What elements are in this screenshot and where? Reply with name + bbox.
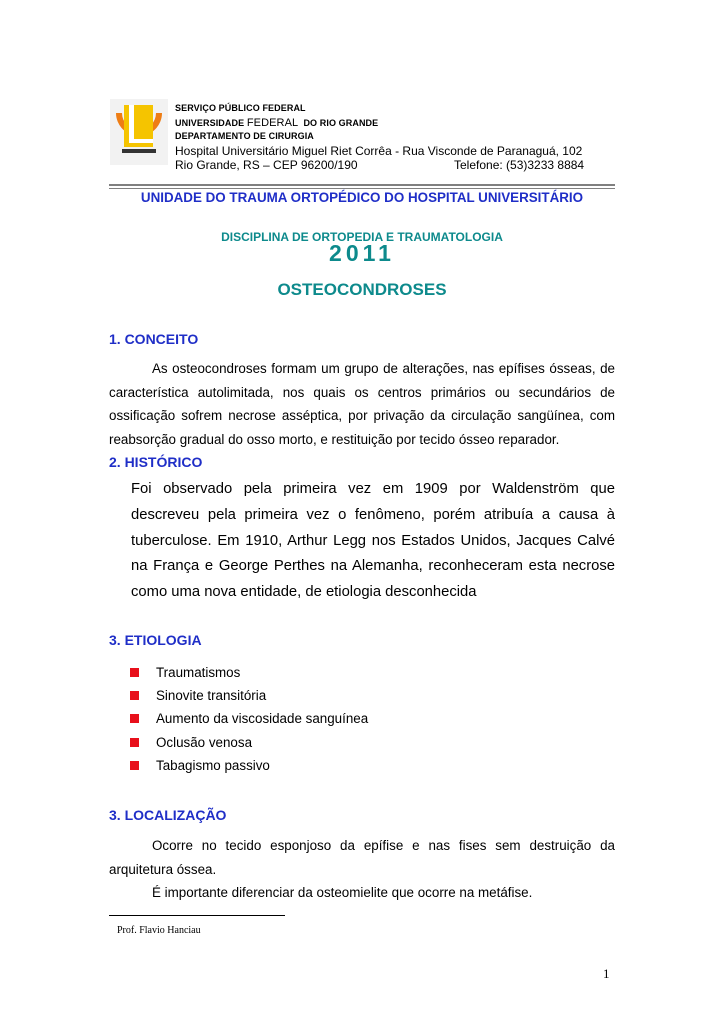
- header-line-servico: SERVIÇO PÚBLICO FEDERAL: [175, 103, 306, 113]
- header-address: Hospital Universitário Miguel Riet Corrêa - Rua Visconde de Paranaguá, 102: [175, 144, 583, 158]
- list-item: [130, 731, 368, 754]
- unit-title: UNIDADE DO TRAUMA ORTOPÉDICO DO HOSPITAL UNIVERSITÁRIO: [140, 190, 584, 205]
- localizacao-text-1: Ocorre no tecido esponjoso da epífise e nas fises sem destruição da arquitetura óssea.: [109, 838, 615, 877]
- university-logo: [110, 99, 168, 165]
- list-item-text: Traumatismos: [156, 665, 241, 681]
- footnote-divider: [109, 915, 285, 916]
- header-universidade-a: UNIVERSIDADE: [175, 118, 247, 128]
- section-heading-etiologia: 3. ETIOLOGIA: [109, 632, 202, 648]
- section-heading-historico: 2. HISTÓRICO: [109, 454, 203, 470]
- header-divider-thin: [109, 188, 615, 189]
- list-item: [130, 684, 368, 707]
- list-item: [130, 707, 368, 730]
- header-universidade-b: FEDERAL: [246, 117, 299, 129]
- page-number: 1: [603, 966, 610, 981]
- footnote-author: Prof. Flavio Hanciau: [117, 925, 201, 936]
- section-heading-conceito: 1. CONCEITO: [109, 331, 199, 347]
- discipline-title: DISCIPLINA DE ORTOPEDIA E TRAUMATOLOGIA: [221, 230, 503, 244]
- header-line-universidade: [175, 117, 378, 129]
- localizacao-paragraph: [109, 834, 615, 905]
- conceito-text: As osteocondroses formam um grupo de alterações, nas epífises ósseas, de característica autolimitada, nos quais os centros primários ou secundários de ossificação sofrem necrose asséptica, por privação da circulação sangüínea, com reabsorção gradual do osso morto, e restituição por tecido ósseo reparador.: [109, 361, 615, 447]
- conceito-paragraph: [109, 357, 615, 451]
- list-item-text: Sinovite transitória: [156, 688, 267, 704]
- list-item-text: Oclusão venosa: [156, 734, 253, 750]
- list-item-text: Aumento da viscosidade sanguínea: [156, 711, 369, 727]
- bullet-square-icon: [130, 761, 139, 770]
- bullet-square-icon: [130, 738, 139, 747]
- list-item: [130, 754, 368, 777]
- year-title: 2011: [329, 240, 395, 266]
- topic-title: OSTEOCONDROSES: [277, 280, 447, 299]
- bullet-square-icon: [130, 714, 139, 723]
- etiologia-list: [130, 661, 368, 777]
- header-phone: Telefone: (53)3233 8884: [454, 158, 585, 172]
- bullet-square-icon: [130, 668, 139, 677]
- bullet-square-icon: [130, 691, 139, 700]
- header-line-departamento: DEPARTAMENTO DE CIRURGIA: [175, 131, 314, 141]
- localizacao-text-2: É importante diferenciar da osteomielite que ocorre na metáfise.: [152, 885, 533, 900]
- list-item-text: Tabagismo passivo: [156, 757, 270, 773]
- historico-paragraph: [131, 477, 615, 606]
- header-city: Rio Grande, RS – CEP 96200/190: [175, 158, 358, 172]
- list-item: [130, 661, 368, 684]
- header-divider: [109, 184, 615, 186]
- historico-text: Foi observado pela primeira vez em 1909 por Waldenström que descreveu pela primeira vez o fenômeno, porém atribuía a causa à tuberculose. Em 1910, Arthur Legg nos Estados Unidos, Jacques Calvé na França e George Perthes na Alemanha, reconheceram esta necrose como uma nova entidade, de etiologia desconhecida: [131, 481, 615, 601]
- section-heading-localizacao: 3. LOCALIZAÇÃO: [109, 807, 227, 823]
- header-universidade-c: DO RIO GRANDE: [298, 118, 379, 128]
